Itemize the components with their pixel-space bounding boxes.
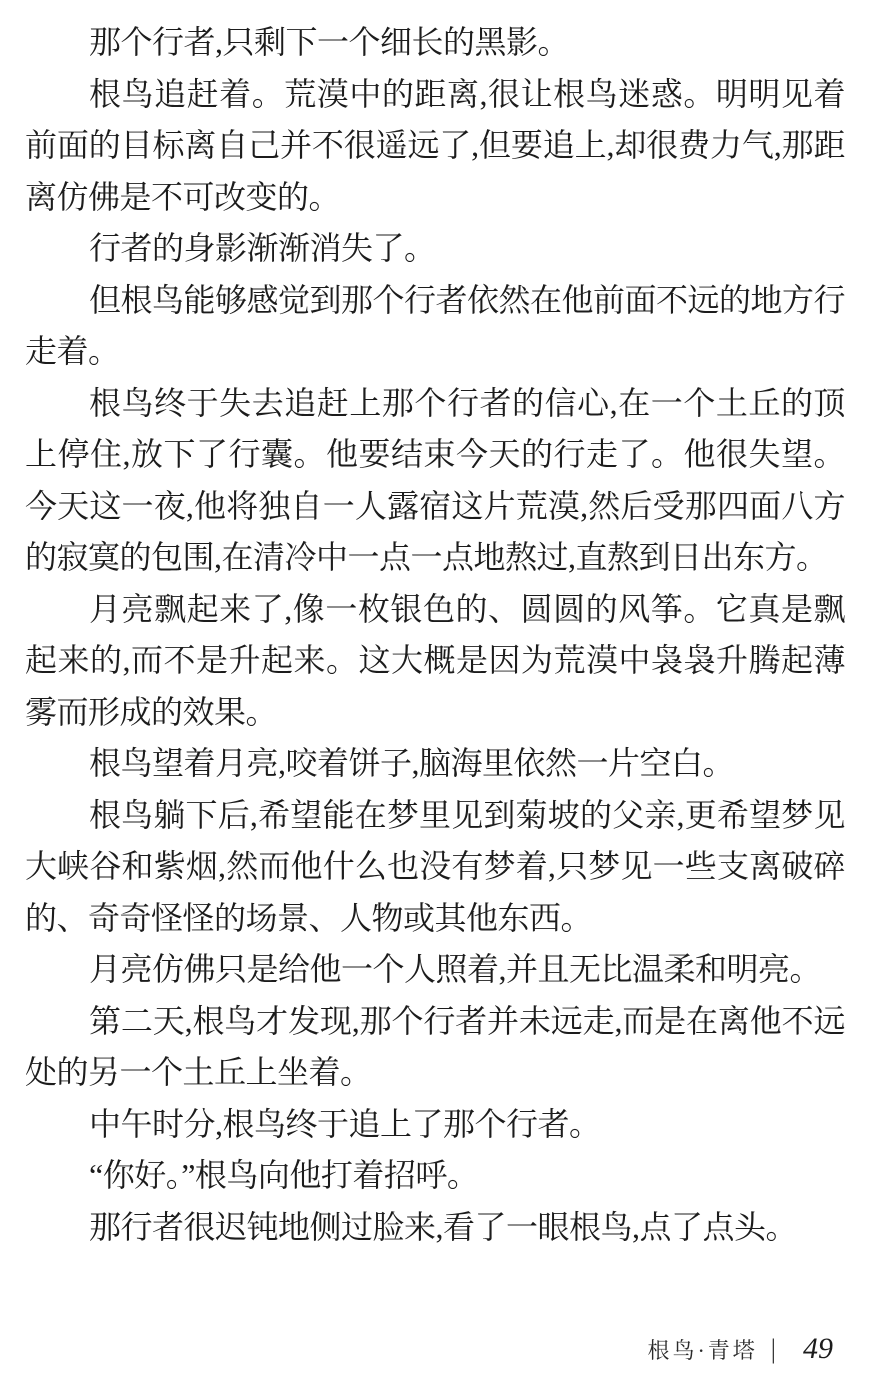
paragraph: 那行者很迟钝地侧过脸来,看了一眼根鸟,点了点头。	[89, 1208, 798, 1245]
paragraph: 行者的身影渐渐消失了。	[89, 230, 436, 266]
paragraph: 根鸟追赶着。荒漠中的距离,很让根鸟迷惑。明明见着前面的目标离自己并不很遥远了,但要追上,却很费力气,那距离仿佛是不可改变的。	[25, 75, 845, 215]
paragraph: 第二天,根鸟才发现,那个行者并未远走,而是在离他不远处的另一个土丘上坐着。	[25, 1002, 845, 1090]
page-footer	[647, 1332, 833, 1366]
body-text	[25, 17, 845, 1253]
paragraph: “你好。”根鸟向他打着招呼。	[89, 1157, 479, 1193]
page-number: 49	[803, 1332, 833, 1365]
paragraph: 根鸟终于失去追赶上那个行者的信心,在一个土丘的顶上停住,放下了行囊。他要结束今天的行走了。他很失望。今天这一夜,他将独自一人露宿这片荒漠,然后受那四面八方的寂寞的包围,在清冷中一点一点地熬过,直熬到日出东方。	[25, 384, 845, 575]
footer-divider: |	[770, 1333, 776, 1364]
paragraph: 月亮飘起来了,像一枚银色的、圆圆的风筝。它真是飘起来的,而不是升起来。这大概是因为荒漠中袅袅升腾起薄雾而形成的效果。	[25, 590, 845, 730]
paragraph: 但根鸟能够感觉到那个行者依然在他前面不远的地方行走着。	[25, 281, 846, 369]
paragraph: 月亮仿佛只是给他一个人照着,并且无比温柔和明亮。	[89, 951, 822, 987]
paragraph: 中午时分,根鸟终于追上了那个行者。	[89, 1105, 601, 1142]
paragraph: 根鸟望着月亮,咬着饼子,脑海里依然一片空白。	[89, 745, 735, 781]
running-title: 根鸟·青塔	[647, 1337, 758, 1363]
paragraph: 根鸟躺下后,希望能在梦里见到菊坡的父亲,更希望梦见大峡谷和紫烟,然而他什么也没有梦着,只梦见一些支离破碎的、奇奇怪怪的场景、人物或其他东西。	[25, 796, 845, 936]
paragraph: 那个行者,只剩下一个细长的黑影。	[89, 24, 570, 60]
